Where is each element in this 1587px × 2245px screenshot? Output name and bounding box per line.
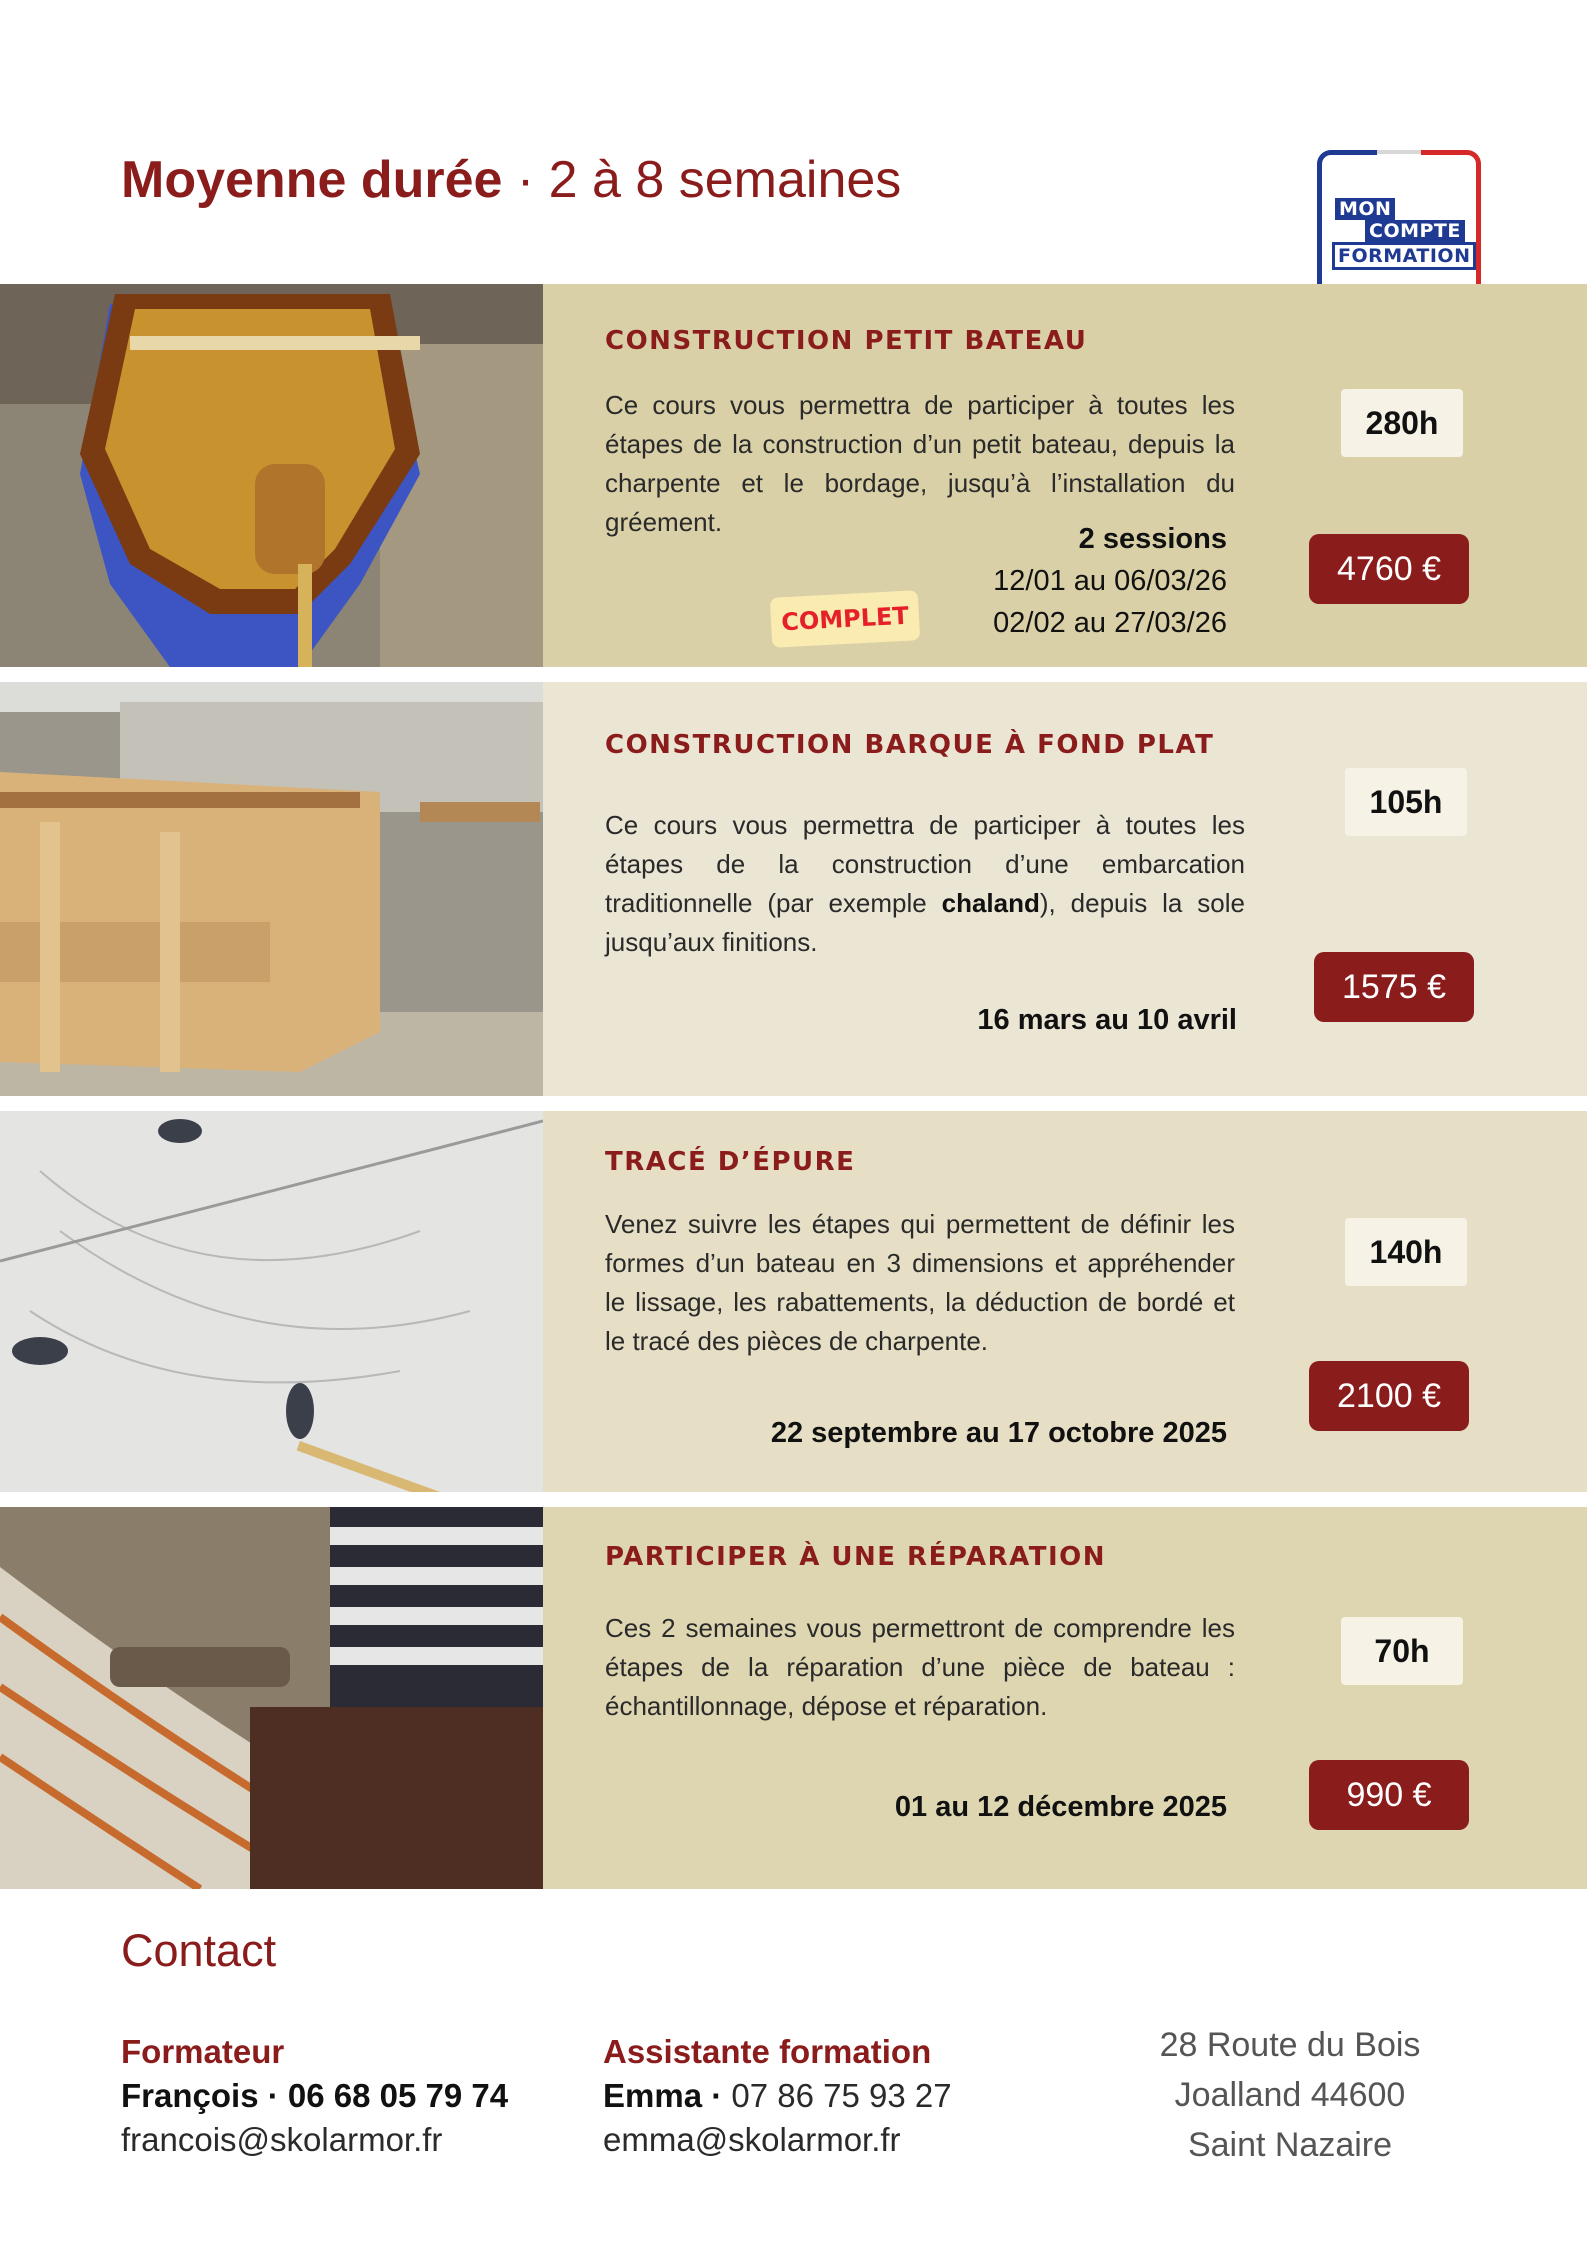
contact-email[interactable]: francois@skolarmor.fr bbox=[121, 2121, 443, 2158]
hours-badge: 140h bbox=[1345, 1218, 1467, 1286]
description-text: Ce cours vous permettra de participer à toutes les étapes de la construction d’une embarcation traditionnelle (par exemple bbox=[605, 810, 1245, 918]
session-date: 12/01 au 06/03/26 bbox=[993, 565, 1227, 597]
course-title: TRACÉ D’ÉPURE bbox=[605, 1147, 856, 1177]
contact-phone[interactable]: 07 86 75 93 27 bbox=[731, 2077, 952, 2114]
page-title-bold: Moyenne durée bbox=[121, 151, 503, 209]
complet-badge: COMPLET bbox=[770, 590, 920, 648]
epure-photo bbox=[0, 1111, 543, 1492]
contact-phone[interactable]: 06 68 05 79 74 bbox=[287, 2077, 509, 2114]
course-title: PARTICIPER À UNE RÉPARATION bbox=[605, 1542, 1107, 1572]
course-dates: 01 au 12 décembre 2025 bbox=[894, 1791, 1227, 1823]
course-description: Venez suivre les étapes qui permettent de définir les formes d’un bateau en 3 dimensions et appréhender le lissage, les rabattements, la déduction de bordé et le tracé des pièces de charpente. bbox=[605, 1209, 1235, 1356]
address-line: Saint Nazaire bbox=[1187, 2126, 1393, 2164]
course-title: CONSTRUCTION PETIT BATEAU bbox=[605, 326, 1088, 356]
price-badge: 1575 € bbox=[1314, 952, 1474, 1022]
course-panel bbox=[543, 1507, 1587, 1889]
address-line: 28 Route du Bois bbox=[1159, 2026, 1421, 2064]
course-description: Ces 2 semaines vous permettront de comprendre les étapes de la réparation d’une pièce de bateau : échantillonnage, dépose et réparation. bbox=[605, 1613, 1235, 1721]
contact-email[interactable]: emma@skolarmor.fr bbox=[603, 2121, 901, 2158]
sessions-label: 2 sessions bbox=[1078, 523, 1227, 555]
hours-badge: 70h bbox=[1341, 1617, 1463, 1685]
reparation-photo bbox=[0, 1507, 543, 1889]
contact-trainer: Formateur François · 06 68 05 79 74 francois@skolarmor.fr bbox=[121, 2030, 508, 2162]
course-dates: 22 septembre au 17 octobre 2025 bbox=[770, 1417, 1227, 1449]
course-panel bbox=[543, 682, 1587, 1096]
price-badge: 4760 € bbox=[1309, 534, 1469, 604]
logo-line-3: FORMATION bbox=[1332, 242, 1476, 270]
contact-role: Formateur bbox=[121, 2033, 285, 2070]
course-dates: 16 mars au 10 avril bbox=[977, 1004, 1237, 1036]
contact-name: François bbox=[121, 2077, 259, 2114]
logo-line-2: COMPTE bbox=[1365, 220, 1465, 242]
price-badge: 990 € bbox=[1309, 1760, 1469, 1830]
session-date: 02/02 au 27/03/26 bbox=[993, 607, 1227, 639]
course-title: CONSTRUCTION BARQUE À FOND PLAT bbox=[605, 730, 1215, 760]
address-line: Joalland 44600 bbox=[1174, 2076, 1406, 2114]
contact-role: Assistante formation bbox=[603, 2033, 932, 2070]
course-panel bbox=[543, 284, 1587, 667]
course-description: Ce cours vous permettra de participer à toutes les étapes de la construction d’un petit bateau, depuis la charpente et le bordage, jusqu’à l’installation du gréement. bbox=[605, 390, 1235, 537]
course-panel bbox=[543, 1111, 1587, 1492]
contact-assistant: Assistante formation Emma · 07 86 75 93 27 emma@skolarmor.fr bbox=[603, 2030, 952, 2162]
course-sessions bbox=[993, 518, 1227, 644]
description-bold: chaland bbox=[941, 888, 1040, 918]
course-card-barque bbox=[0, 682, 1587, 1096]
course-description bbox=[605, 806, 1245, 962]
page-title bbox=[121, 150, 901, 210]
contact-title: Contact bbox=[121, 1925, 277, 1976]
hours-badge: 280h bbox=[1341, 389, 1463, 457]
hours-badge: 105h bbox=[1345, 768, 1467, 836]
description-text: ), depuis la sole jusqu’aux finitions. bbox=[605, 888, 1245, 957]
contact-name: Emma bbox=[603, 2077, 703, 2114]
course-card-reparation bbox=[0, 1507, 1587, 1889]
boat-photo bbox=[0, 284, 543, 667]
course-card-trace-epure bbox=[0, 1111, 1587, 1492]
address-block bbox=[1110, 2020, 1470, 2170]
page-title-light: · 2 à 8 semaines bbox=[502, 151, 902, 209]
price-badge: 2100 € bbox=[1309, 1361, 1469, 1431]
barque-photo bbox=[0, 682, 543, 1096]
logo-line-1: MON bbox=[1335, 198, 1395, 220]
course-card-petit-bateau bbox=[0, 284, 1587, 667]
